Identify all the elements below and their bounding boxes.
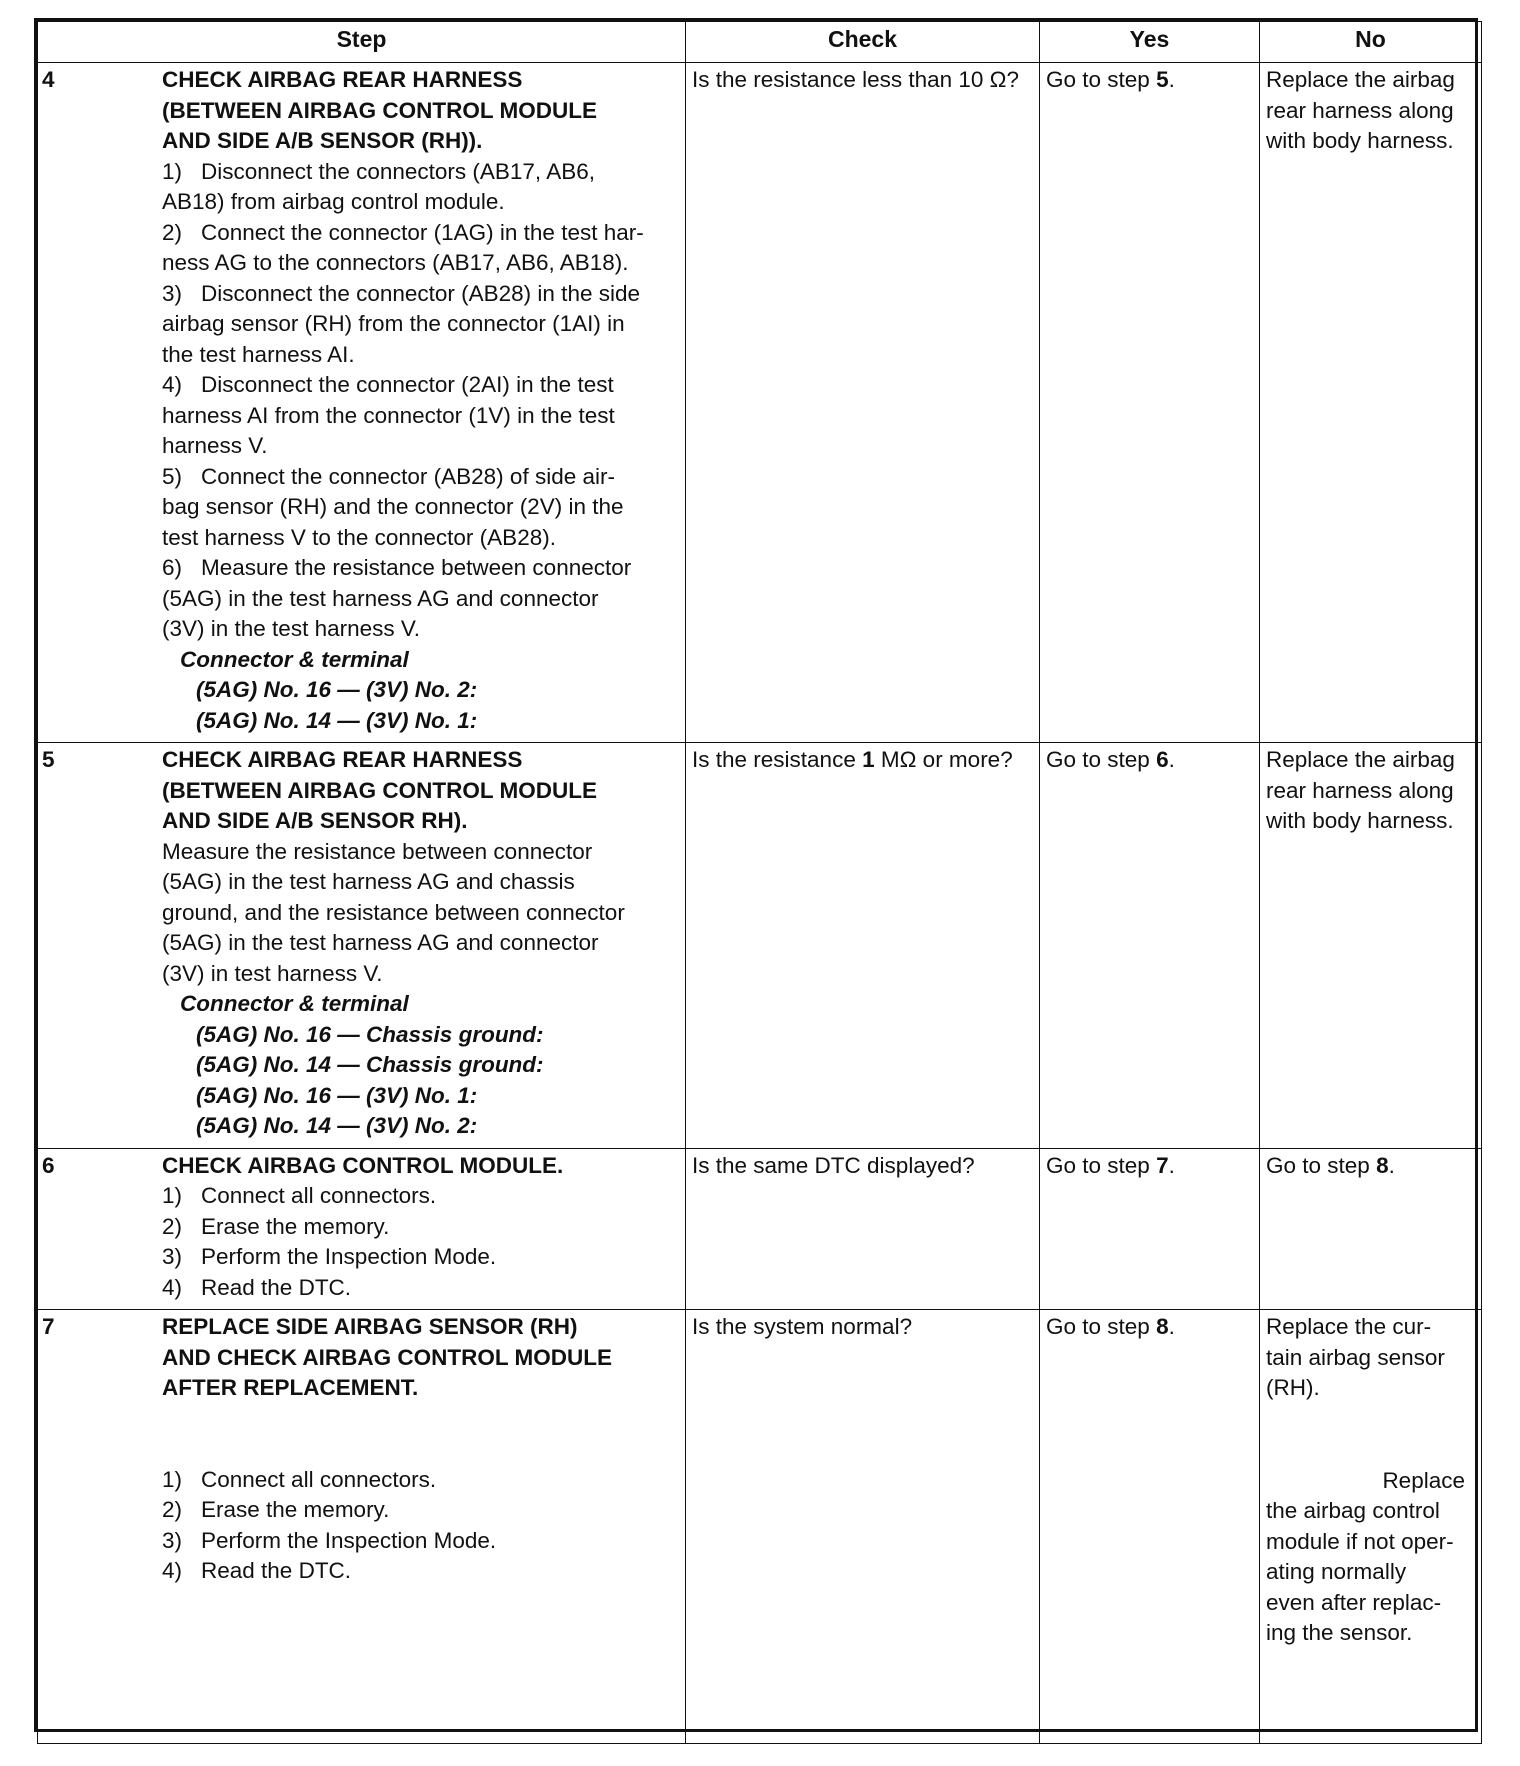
instruction-line: 1) Connect all connectors.	[162, 1183, 437, 1208]
instruction-line: test harness V to the connector (AB28).	[162, 524, 556, 550]
no-cell: Replace the cur- tain airbag sensor (RH). Replace the airbag control module if not oper- ating normally even after replac- ing the sensor.	[1260, 1310, 1482, 1744]
header-check: Check	[686, 22, 1040, 63]
instruction-line: airbag sensor (RH) from the connector (1AI) in	[162, 311, 625, 336]
step-title-line: AND SIDE A/B SENSOR (RH)).	[162, 128, 483, 153]
instruction-line: harness AI from the connector (1V) in the test	[162, 402, 615, 428]
connector-terminal-item: (5AG) No. 14 — Chassis ground:	[196, 1052, 544, 1077]
instruction-line: 1) Connect all connectors.	[162, 1466, 437, 1492]
instruction-line: bag sensor (RH) and the connector (2V) in the	[162, 494, 624, 519]
instruction-line: 4) Read the DTC.	[162, 1558, 352, 1583]
check-cell: Is the resistance 1 MΩ or more?	[686, 743, 1040, 1149]
step-title-line: CHECK AIRBAG REAR HARNESS	[162, 747, 523, 772]
step-title-line: AND CHECK AIRBAG CONTROL MODULE	[162, 1344, 612, 1370]
step-title-line: CHECK AIRBAG CONTROL MODULE.	[162, 1152, 564, 1178]
step-title-line: (BETWEEN AIRBAG CONTROL MODULE	[162, 777, 597, 803]
instruction-line: ness AG to the connectors (AB17, AB6, AB18).	[162, 250, 629, 275]
step-reference: 6	[1156, 747, 1169, 772]
table-row-step-4	[38, 63, 1482, 743]
check-cell: Is the resistance less than 10 Ω?	[686, 63, 1040, 743]
no-cell: Replace the airbag rear harness along with body harness.	[1260, 743, 1482, 1149]
header-no: No	[1260, 22, 1482, 63]
table-row-step-5	[38, 743, 1482, 1149]
step-title-line: AND SIDE A/B SENSOR RH).	[162, 808, 468, 833]
connector-terminal-item: (5AG) No. 16 — (3V) No. 1:	[196, 1082, 478, 1108]
yes-cell: Go to step 6.	[1040, 743, 1260, 1149]
step-reference: 8	[1156, 1314, 1169, 1339]
instruction-line: AB18) from airbag control module.	[162, 189, 505, 214]
header-row	[38, 22, 1482, 63]
diagnostic-table	[37, 21, 1482, 1744]
instruction-line: 2) Erase the memory.	[162, 1497, 390, 1522]
instruction-line: (5AG) in the test harness AG and connector	[162, 585, 599, 611]
instruction-line: (3V) in test harness V.	[162, 960, 383, 986]
yes-cell: Go to step 7.	[1040, 1148, 1260, 1310]
step-title-line: AFTER REPLACEMENT.	[162, 1375, 419, 1400]
troubleshooting-sheet	[34, 18, 1478, 1732]
instruction-line: 4) Read the DTC.	[162, 1274, 352, 1300]
connector-terminal-item: (5AG) No. 14 — (3V) No. 2:	[196, 1113, 478, 1138]
instruction-line: 3) Perform the Inspection Mode.	[162, 1244, 497, 1269]
header-yes: Yes	[1040, 22, 1260, 63]
instruction-line: ground, and the resistance between connector	[162, 899, 625, 925]
check-cell: Is the system normal?	[686, 1310, 1040, 1744]
step-number: 4	[42, 67, 55, 92]
step-reference: 5	[1156, 67, 1169, 92]
instruction-line: 2) Erase the memory.	[162, 1213, 390, 1239]
step-title-line: (BETWEEN AIRBAG CONTROL MODULE	[162, 97, 597, 123]
no-cell: Replace the airbag rear harness along with body harness.	[1260, 63, 1482, 743]
table-row-step-7	[38, 1310, 1482, 1744]
table-row-step-6	[38, 1148, 1482, 1310]
step-number: 6	[42, 1152, 55, 1178]
instruction-line: harness V.	[162, 433, 268, 458]
connector-terminal-heading: Connector & terminal	[180, 991, 409, 1016]
instruction-line: 1) Disconnect the connectors (AB17, AB6,	[162, 158, 595, 184]
header-step: Step	[38, 22, 686, 63]
instruction-line: 3) Disconnect the connector (AB28) in the side	[162, 280, 640, 306]
instruction-line: Measure the resistance between connector	[162, 838, 593, 864]
instruction-line: 6) Measure the resistance between connector	[162, 555, 632, 580]
step-number: 5	[42, 747, 55, 772]
instruction-line: 3) Perform the Inspection Mode.	[162, 1527, 497, 1553]
connector-terminal-item: (5AG) No. 16 — Chassis ground:	[196, 1021, 544, 1047]
step-title-line: REPLACE SIDE AIRBAG SENSOR (RH)	[162, 1314, 578, 1339]
instruction-line: (5AG) in the test harness AG and chassis	[162, 869, 575, 894]
connector-terminal-heading: Connector & terminal	[180, 646, 409, 672]
instruction-line: 5) Connect the connector (AB28) of side air-	[162, 463, 615, 489]
check-cell: Is the same DTC displayed?	[686, 1148, 1040, 1310]
yes-cell: Go to step 8.	[1040, 1310, 1260, 1744]
no-cell: Go to step 8.	[1260, 1148, 1482, 1310]
instruction-line: the test harness AI.	[162, 341, 355, 367]
step-title-line: CHECK AIRBAG REAR HARNESS	[162, 67, 523, 92]
step-number: 7	[42, 1314, 55, 1339]
step-reference: 7	[1156, 1152, 1169, 1178]
step-cell	[38, 1148, 686, 1310]
connector-terminal-item: (5AG) No. 14 — (3V) No. 1:	[196, 707, 478, 733]
step-cell	[38, 63, 686, 743]
instruction-line: (3V) in the test harness V.	[162, 616, 421, 641]
step-reference: 8	[1376, 1152, 1389, 1178]
connector-terminal-item: (5AG) No. 16 — (3V) No. 2:	[196, 677, 478, 702]
yes-cell: Go to step 5.	[1040, 63, 1260, 743]
instruction-line: 2) Connect the connector (1AG) in the test har-	[162, 219, 644, 245]
instruction-line: 4) Disconnect the connector (2AI) in the test	[162, 372, 614, 397]
instruction-line: (5AG) in the test harness AG and connector	[162, 930, 599, 955]
step-cell	[38, 1310, 686, 1744]
step-cell	[38, 743, 686, 1149]
